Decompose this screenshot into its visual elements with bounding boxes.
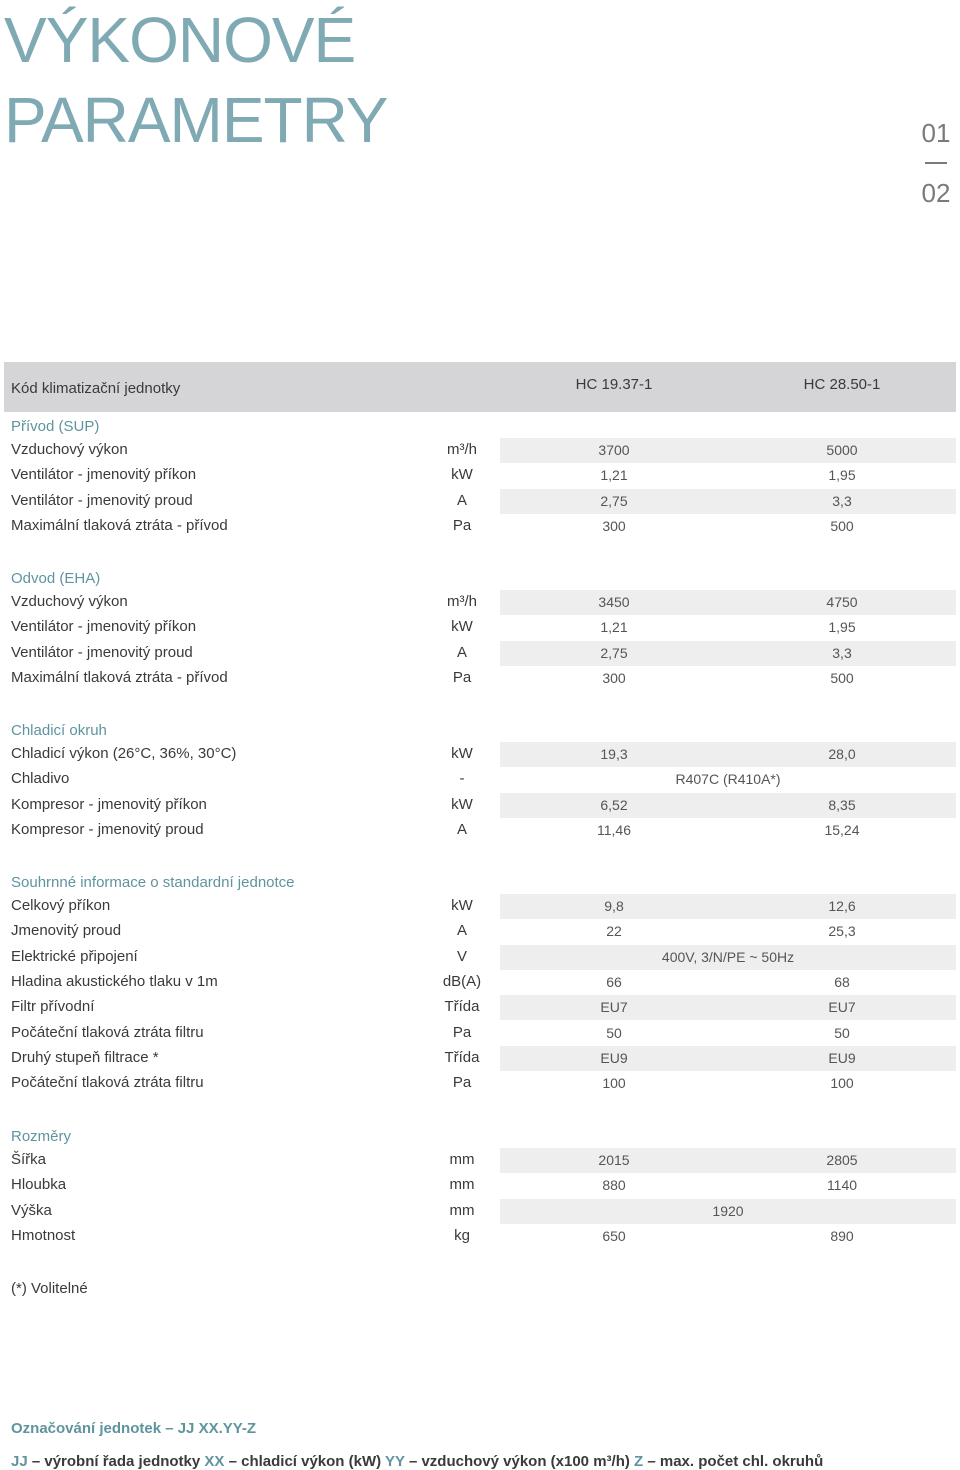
row-unit: Pa: [452, 669, 472, 686]
row-unit: A: [456, 492, 467, 509]
row-value-model-1: 3700: [598, 442, 630, 458]
page-title: [4, 0, 387, 160]
section-title: Přívod (SUP): [11, 418, 100, 435]
row-value-model-2: 28,0: [828, 746, 856, 762]
row-unit: mm: [449, 1202, 475, 1219]
row-value-model-1: 50: [606, 1025, 622, 1041]
section-title: Odvod (EHA): [11, 570, 101, 587]
table-row: [0, 1224, 960, 1249]
row-label: Kompresor - jmenovitý proud: [11, 821, 204, 838]
row-unit: m³/h: [447, 441, 477, 458]
row-label: Chladivo: [11, 770, 70, 787]
row-value-model-2: 25,3: [828, 923, 856, 939]
page-divider: [925, 162, 947, 164]
row-label: Druhý stupeň filtrace *: [11, 1049, 159, 1066]
table-row: [0, 1046, 960, 1071]
row-value-model-2: 500: [830, 518, 854, 534]
row-label: Vzduchový výkon: [11, 593, 128, 610]
row-value-model-2: 2805: [826, 1152, 858, 1168]
row-value-model-2: 1140: [826, 1177, 858, 1193]
row-label: Kompresor - jmenovitý příkon: [11, 796, 207, 813]
row-value-model-1: 6,52: [600, 797, 628, 813]
legend-code: XX: [204, 1453, 225, 1470]
row-label: Výška: [11, 1202, 52, 1219]
page-indicator: [916, 118, 956, 208]
row-value-model-1: 1,21: [600, 619, 628, 635]
row-value-model-2: 3,3: [832, 493, 852, 509]
table-row: [0, 514, 960, 539]
row-label: Ventilátor - jmenovitý proud: [11, 492, 193, 509]
row-value-model-1: EU7: [600, 999, 628, 1015]
row-unit: A: [456, 922, 467, 939]
row-unit: mm: [449, 1151, 475, 1168]
row-unit: m³/h: [447, 593, 477, 610]
footnote: (*) Volitelné: [11, 1280, 88, 1297]
row-value-model-2: 3,3: [832, 645, 852, 661]
row-label: Filtr přívodní: [11, 998, 95, 1015]
table-row: [0, 945, 960, 970]
row-unit: kW: [451, 897, 473, 914]
row-value-model-2: 500: [830, 670, 854, 686]
table-row: [0, 995, 960, 1020]
table-row: [0, 1173, 960, 1198]
table-header: [4, 362, 956, 412]
row-value-model-1: 66: [606, 974, 622, 990]
row-value-model-2: 5000: [826, 442, 858, 458]
table-row: [0, 919, 960, 944]
row-unit: Třída: [444, 1049, 480, 1066]
row-unit: Třída: [444, 998, 480, 1015]
table-row: [0, 1148, 960, 1173]
section-title: Chladicí okruh: [11, 722, 107, 739]
legend-text: – vzduchový výkon (x100 m³/h): [404, 1453, 635, 1470]
row-unit: -: [459, 770, 465, 787]
row-label: Chladicí výkon (26°C, 36%, 30°C): [11, 745, 237, 762]
header-model-2: HC 28.50-1: [803, 376, 881, 393]
row-unit: A: [456, 644, 467, 661]
row-value-model-2: 1,95: [828, 619, 856, 635]
row-value-model-1: 3450: [598, 594, 630, 610]
table-row: [0, 438, 960, 463]
row-value-model-1: 2,75: [600, 493, 628, 509]
legend-text: – max. počet chl. okruhů: [643, 1453, 824, 1470]
row-label: Ventilátor - jmenovitý proud: [11, 644, 193, 661]
row-unit: Pa: [452, 517, 472, 534]
row-value-shared: R407C (R410A*): [675, 771, 781, 787]
row-value-model-2: 8,35: [828, 797, 856, 813]
title-line-2: PARAMETRY: [4, 84, 388, 156]
row-value-model-1: 1,21: [600, 467, 628, 483]
legend-text: – výrobní řada jednotky: [27, 1453, 205, 1470]
row-label: Elektrické připojení: [11, 948, 138, 965]
row-label: Hladina akustického tlaku v 1m: [11, 973, 218, 990]
row-unit: Pa: [452, 1074, 472, 1091]
table-row: [0, 1199, 960, 1224]
row-unit: Pa: [452, 1024, 472, 1041]
legend-text: – chladicí výkon (kW): [224, 1453, 386, 1470]
legend-code: Z: [634, 1453, 644, 1470]
header-label: Kód klimatizační jednotky: [11, 380, 181, 397]
row-value-shared: 400V, 3/N/PE ~ 50Hz: [661, 949, 795, 965]
title-line-1: VÝKONOVÉ: [4, 4, 356, 76]
row-value-model-2: 1,95: [828, 467, 856, 483]
table-row: [0, 1021, 960, 1046]
table-row: [0, 463, 960, 488]
row-unit: kW: [451, 745, 473, 762]
row-value-model-1: 9,8: [604, 898, 624, 914]
table-row: [0, 641, 960, 666]
row-label: Celkový příkon: [11, 897, 111, 914]
row-value-model-2: 100: [830, 1075, 854, 1091]
row-value-model-2: 68: [834, 974, 850, 990]
table-row: [0, 742, 960, 767]
header-model-1: HC 19.37-1: [575, 376, 653, 393]
legend: [11, 1453, 823, 1470]
row-label: Jmenovitý proud: [11, 922, 122, 939]
row-value-model-1: 2,75: [600, 645, 628, 661]
table-row: [0, 767, 960, 792]
row-value-model-1: 100: [602, 1075, 626, 1091]
row-value-model-1: 19,3: [600, 746, 628, 762]
row-label: Hmotnost: [11, 1227, 76, 1244]
table-row: [0, 666, 960, 691]
row-unit: kW: [451, 618, 473, 635]
row-value-model-2: 4750: [826, 594, 858, 610]
table-row: [0, 590, 960, 615]
row-unit: A: [456, 821, 467, 838]
row-value-model-1: 11,46: [597, 822, 631, 838]
section-title: Souhrnné informace o standardní jednotce: [11, 874, 295, 891]
row-label: Ventilátor - jmenovitý příkon: [11, 618, 197, 635]
row-label: Šířka: [11, 1151, 47, 1168]
row-label: Ventilátor - jmenovitý příkon: [11, 466, 197, 483]
row-label: Maximální tlaková ztráta - přívod: [11, 669, 228, 686]
table-row: [0, 894, 960, 919]
row-unit: V: [456, 948, 467, 965]
row-value-model-1: 880: [602, 1177, 626, 1193]
row-value-model-1: 300: [602, 518, 626, 534]
row-label: Počáteční tlaková ztráta filtru: [11, 1024, 204, 1041]
table-row: [0, 1071, 960, 1096]
row-value-model-2: 50: [834, 1025, 850, 1041]
table-row: [0, 818, 960, 843]
row-label: Vzduchový výkon: [11, 441, 128, 458]
row-label: Počáteční tlaková ztráta filtru: [11, 1074, 204, 1091]
row-unit: kW: [451, 466, 473, 483]
row-value-model-1: 22: [606, 923, 622, 939]
legend-code: YY: [385, 1453, 405, 1470]
row-unit: kg: [454, 1227, 470, 1244]
table-row: [0, 615, 960, 640]
row-value-model-2: EU9: [828, 1050, 856, 1066]
row-unit: kW: [451, 796, 473, 813]
row-value-model-1: EU9: [600, 1050, 628, 1066]
table-row: [0, 970, 960, 995]
row-unit: mm: [449, 1176, 475, 1193]
table-row: [0, 793, 960, 818]
section-title: Rozměry: [11, 1128, 72, 1145]
page-total: 02: [921, 178, 951, 208]
row-value-model-2: 15,24: [824, 822, 860, 838]
legend-title: Označování jednotek – JJ XX.YY-Z: [11, 1420, 257, 1437]
row-label: Hloubka: [11, 1176, 67, 1193]
row-value-shared: 1920: [712, 1203, 744, 1219]
row-value-model-1: 650: [602, 1228, 626, 1244]
row-value-model-2: EU7: [828, 999, 856, 1015]
row-label: Maximální tlaková ztráta - přívod: [11, 517, 228, 534]
page-current: 01: [921, 118, 951, 148]
row-value-model-2: 890: [830, 1228, 854, 1244]
row-value-model-2: 12,6: [828, 898, 856, 914]
row-unit: dB(A): [442, 973, 482, 990]
row-value-model-1: 300: [602, 670, 626, 686]
legend-code: JJ: [11, 1453, 28, 1470]
row-value-model-1: 2015: [598, 1152, 630, 1168]
table-row: [0, 489, 960, 514]
